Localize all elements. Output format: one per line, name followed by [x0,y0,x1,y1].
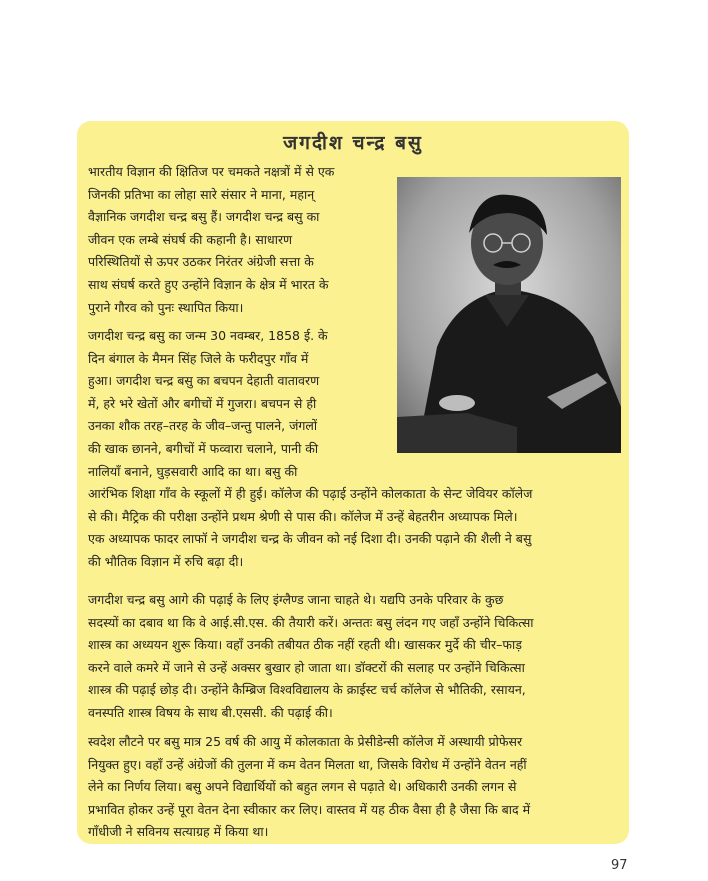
page-number: 97 [611,858,628,873]
paragraph-line: परिस्थितियों से ऊपर उठकर निरंतर अंग्रेजी सत्ता के [88,254,314,270]
page-title: जगदीश चन्द्र बसु [283,132,423,154]
paragraph-line: हुआ। जगदीश चन्द्र बसु का बचपन देहाती वातावरण [88,373,320,389]
paragraph-line: दिन बंगाल के मैमन सिंह जिले के फरीदपुर गाँव में [88,350,309,366]
paragraph-line: शास्त्र का अध्ययन शुरू किया। वहाँ उनकी तबीयत ठीक नहीं रहती थी। खासकर मुर्दे की चीर–फाड़ [88,637,522,653]
paragraph-line: सदस्यों का दबाव था कि वे आई.सी.एस. की तैयारी करें। अन्ततः बसु लंदन गए जहाँ उन्होंने चिकित्सा [88,614,534,630]
paragraph-line: गाँधीजी ने सविनय सत्याग्रह में किया था। [88,824,269,840]
paragraph-line: वैज्ञानिक जगदीश चन्द्र बसु हैं। जगदीश चन्द्र बसु का [88,209,320,225]
paragraph-line: साथ संघर्ष करते हुए उन्होंने विज्ञान के क्षेत्र में भारत के [88,276,329,292]
content-box [77,121,629,844]
paragraph-line: शास्त्र की पढ़ाई छोड़ दी। उन्होंने कैम्ब्रिज विश्वविद्यालय के क्राईस्ट चर्च कॉलेज से भौतिकी, रसायन, [88,682,526,698]
paragraph-line: करने वाले कमरे में जाने से उन्हें अक्सर बुखार हो जाता था। डॉक्टरों की सलाह पर उन्होंने चिकित्सा [88,659,525,675]
paragraph-line: जीवन एक लम्बे संघर्ष की कहानी है। साधारण [88,231,293,247]
paragraph-line: से की। मैट्रिक की परीक्षा उन्होंने प्रथम श्रेणी से पास की। कॉलेज में उन्हें बेहतरीन अध्यापक मिले। [88,508,518,524]
paragraph-2 [88,325,620,574]
paragraph-line: आरंभिक शिक्षा गाँव के स्कूलों में ही हुई। कॉलेज की पढ़ाई उन्होंने कोलकाता के सेन्ट जेवियर कॉलेज [88,486,533,502]
paragraph-line: एक अध्यापक फादर लाफॉ ने जगदीश चन्द्र के जीवन को नई दिशा दी। उनकी पढ़ाने की शैली ने बसु [88,531,532,547]
paragraph-line: प्रभावित होकर उन्हें पूरा वेतन देना स्वीकार कर लिए। वास्तव में यह ठीक वैसा ही है जैसा कि बाद में [88,801,531,817]
paragraph-line: जगदीश चन्द्र बसु आगे की पढ़ाई के लिए इंग्लैण्ड जाना चाहते थे। यद्यपि उनके परिवार के कुछ [88,592,504,607]
paragraph-line: में, हरे भरे खेतों और बगीचों में गुजरा। बचपन से ही [88,395,317,411]
paragraph-3 [88,589,620,725]
paragraph-4 [88,731,620,844]
paragraph-1 [88,161,383,319]
paragraph-line: उनका शौक तरह–तरह के जीव–जन्तु पालने, जंगलों [88,418,318,434]
paragraph-line: नालियाँ बनाने, घुड़सवारी आदि का था। बसु की [88,463,298,479]
paragraph-line: लेने का निर्णय लिया। बसु अपने विद्यार्थियों को बहुत लगन से पढ़ाते थे। अधिकारी उनकी लगन से [88,779,517,795]
paragraph-line: नियुक्त हुए। वहाँ उन्हें अंग्रेजों की तुलना में कम वेतन मिलता था, जिसके विरोध में उन्होंने वेतन नहीं [88,756,527,772]
paragraph-line: की खाक छानने, बगीचों में फव्वारा चलाने, पानी की [88,440,319,456]
paragraph-line: वनस्पति शास्त्र विषय के साथ बी.एससी. की पढ़ाई की। [88,704,333,720]
paragraph-line: की भौतिक विज्ञान में रुचि बढ़ा दी। [88,553,244,569]
paragraph-line: पुराने गौरव को पुनः स्थापित किया। [88,299,244,315]
paragraph-line: स्वदेश लौटने पर बसु मात्र 25 वर्ष की आयु में कोलकाता के प्रेसीडेन्सी कॉलेज में अस्थायी प्रोफेसर [88,734,523,749]
paragraph-line: जगदीश चन्द्र बसु का जन्म 30 नवम्बर, 1858 ई. के [88,328,328,343]
paragraph-line: जिनकी प्रतिभा का लोहा सारे संसार ने माना, महान् [88,186,315,202]
paragraph-line: भारतीय विज्ञान की क्षितिज पर चमकते नक्षत्रों में से एक [88,164,335,179]
